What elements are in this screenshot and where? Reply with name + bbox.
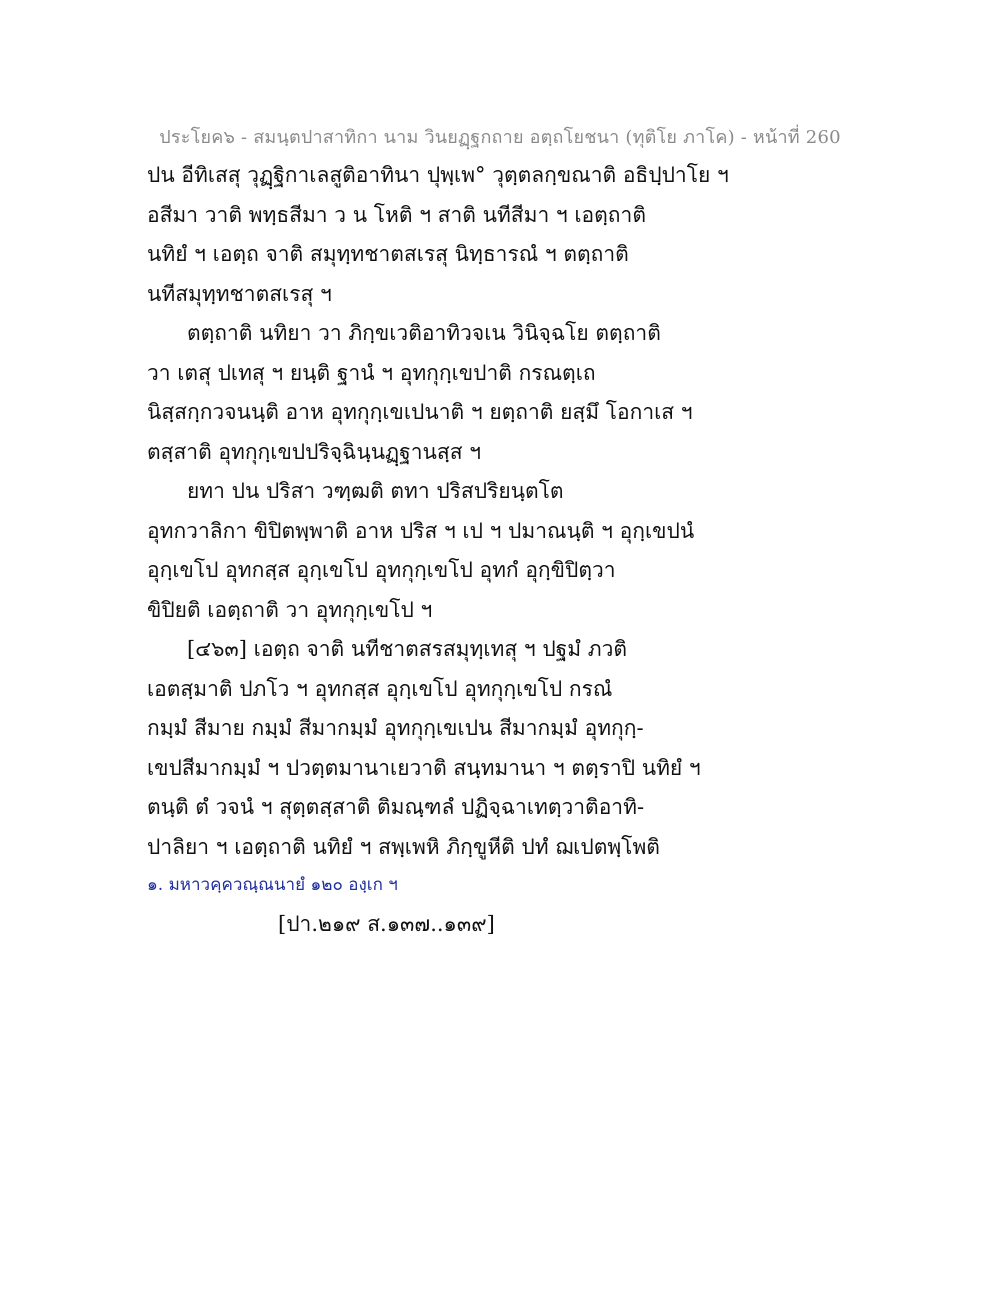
text-line-7: นิสฺสกฺกวจนนฺติ อาห อุทกุกฺเขเปนาติ ฯ ยตฺถาติ ยสฺมึ โอกาเส ฯ [147, 400, 693, 424]
text-line-14: เอตสฺมาติ ปภโว ฯ อุทกสฺส อุกฺเขโป อุทกุกฺเขโป กรณํ [147, 676, 613, 701]
text-line-8: ตสฺสาติ อุทกุกฺเขปปริจฺฉินฺนฏฺฐานสฺส ฯ [147, 439, 481, 464]
text-line-5: ตตฺถาติ นทิยา วา ภิกฺขเวติอาทิวจเน วินิจฺฉโย ตตฺถาติ [187, 321, 661, 345]
body-text [147, 157, 907, 868]
text-line-6: วา เตสุ ปเทสุ ฯ ยนฺติ ฐานํ ฯ อุทกุกฺเขปาติ กรณตฺเถ [147, 360, 596, 385]
page-reference: [ปา.๒๑๙ ส.๑๓๗..๑๓๙] [278, 912, 495, 936]
text-line-3: นทิยํ ฯ เอตฺถ จาติ สมุทฺทชาตสเรสุ นิทฺธารณํ ฯ ตตฺถาติ [147, 242, 629, 266]
footnote: ๑. มหาวคฺควณฺณนายํ ๑๒๐ องฺเก ฯ [147, 875, 398, 895]
text-line-18: ปาลิยา ฯ เอตฺถาติ นทิยํ ฯ สพฺเพหิ ภิกฺขูหีติ ปทํ ฌเปตพฺโพติ [147, 834, 660, 859]
text-line-1: ปน อีทิเสสุ วุฏฺฐิกาเลสูติอาทินา ปุพฺเพ° วุตฺตลกฺขณาติ อธิปฺปาโย ฯ [147, 163, 729, 187]
text-line-16: เขปสีมากมฺมํ ฯ ปวตฺตมานาเยวาติ สนฺทมานา ฯ ตตฺราปิ นทิยํ ฯ [147, 755, 701, 780]
text-line-12: ขิปิยติ เอตฺถาติ วา อุทกุกฺเขโป ฯ [147, 597, 433, 622]
text-line-2: อสีมา วาติ พทฺธสีมา ว น โหติ ฯ สาติ นทีสีมา ฯ เอตฺถาติ [147, 202, 646, 227]
text-line-15: กมฺมํ สีมาย กมฺมํ สีมากมฺมํ อุทกุกฺเขเปน สีมากมฺมํ อุทกุกฺ- [147, 716, 644, 740]
text-line-13: [๔๖๓] เอตฺถ จาติ นทีชาตสรสมุทฺเทสุ ฯ ปฐมํ ภวติ [187, 637, 628, 661]
text-line-17: ตนฺติ ตํ วจนํ ฯ สุตฺตสฺสาติ ติมณฺฑลํ ปฏิจฺฉาเทตฺวาติอาทิ- [147, 795, 645, 819]
text-line-11: อุกฺเขโป อุทกสฺส อุกฺเขโป อุทกุกฺเขโป อุทกํ อุกฺขิปิตฺวา [147, 558, 616, 582]
page-header: ประโยค๖ - สมนฺตปาสาทิกา นาม วินยฏฺฐกถาย อตฺถโยชนา (ทุติโย ภาโค) - หน้าที่ 260 [159, 127, 841, 148]
text-line-9: ยทา ปน ปริสา วฑฺฒติ ตทา ปริสปริยนฺตโต [187, 479, 564, 503]
text-line-10: อุทกวาลิกา ขิปิตพฺพาติ อาห ปริส ฯ เป ฯ ปมาณนฺติ ฯ อุกฺเขปนํ [147, 518, 695, 543]
text-line-4: นทีสมุทฺทชาตสเรสุ ฯ [147, 281, 332, 306]
